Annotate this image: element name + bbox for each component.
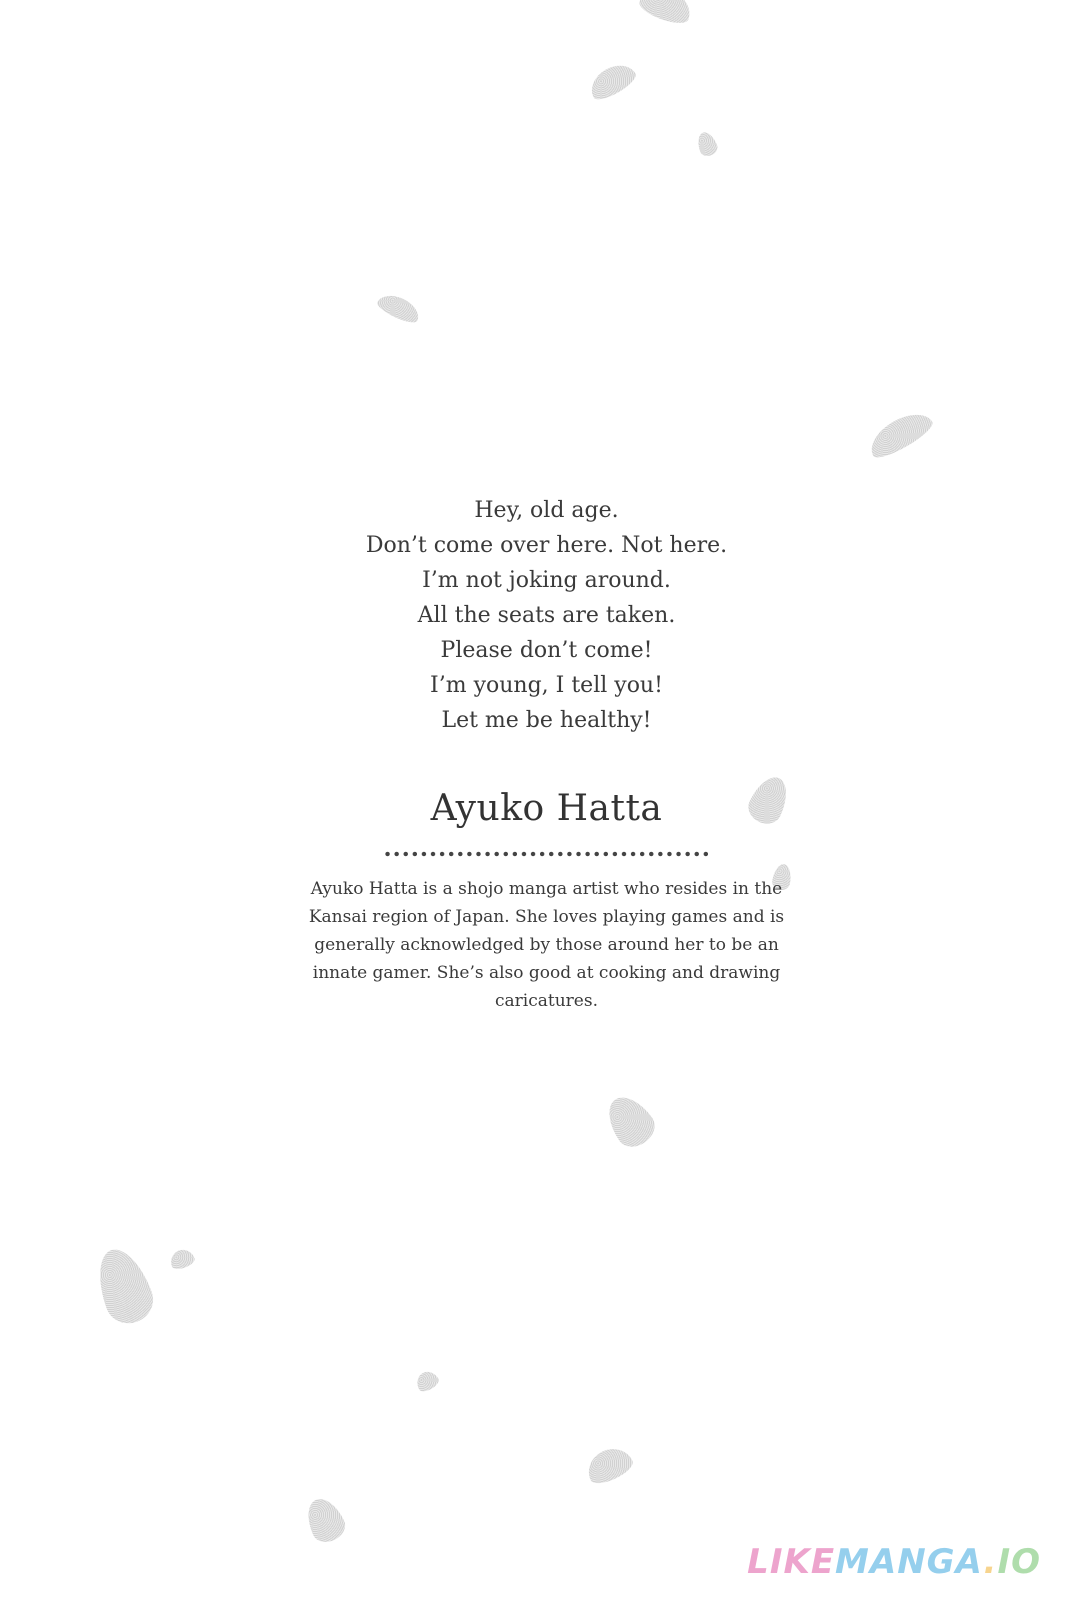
petal-decoration — [88, 1242, 159, 1330]
watermark-part: . — [983, 1542, 998, 1582]
petal-decoration — [413, 1368, 441, 1395]
petal-decoration — [375, 290, 423, 327]
petal-decoration — [300, 1493, 349, 1547]
site-watermark — [747, 1542, 1041, 1582]
petal-decoration — [599, 1088, 662, 1154]
poem-line: I’m not joking around. — [422, 568, 671, 593]
poem — [0, 493, 1067, 738]
dotted-divider — [383, 850, 711, 858]
poem-line: Hey, old age. — [474, 498, 619, 523]
poem-line: I’m young, I tell you! — [430, 673, 663, 698]
watermark-part: LIKE — [747, 1542, 836, 1582]
petal-decoration — [168, 1246, 197, 1271]
petal-decoration — [636, 0, 695, 28]
watermark-part: IO — [997, 1542, 1041, 1582]
poem-line: All the seats are taken. — [417, 603, 676, 628]
petal-decoration — [864, 405, 937, 463]
petal-decoration — [585, 58, 640, 105]
poem-line: Please don’t come! — [440, 638, 653, 663]
poem-line: Don’t come over here. Not here. — [365, 533, 728, 558]
author-name: Ayuko Hatta — [430, 788, 663, 829]
poem-line: Let me be healthy! — [441, 708, 652, 733]
author-bio: Ayuko Hatta is a shojo manga artist who resides in the Kansai region of Japan. She loves playing games and is generally acknowledged by those around her to be an innate gamer. She’s also good at cooking and drawing caricatures. — [308, 879, 785, 1011]
petal-decoration — [694, 130, 719, 159]
petal-decoration — [582, 1442, 636, 1489]
watermark-part: MANGA — [835, 1542, 984, 1582]
